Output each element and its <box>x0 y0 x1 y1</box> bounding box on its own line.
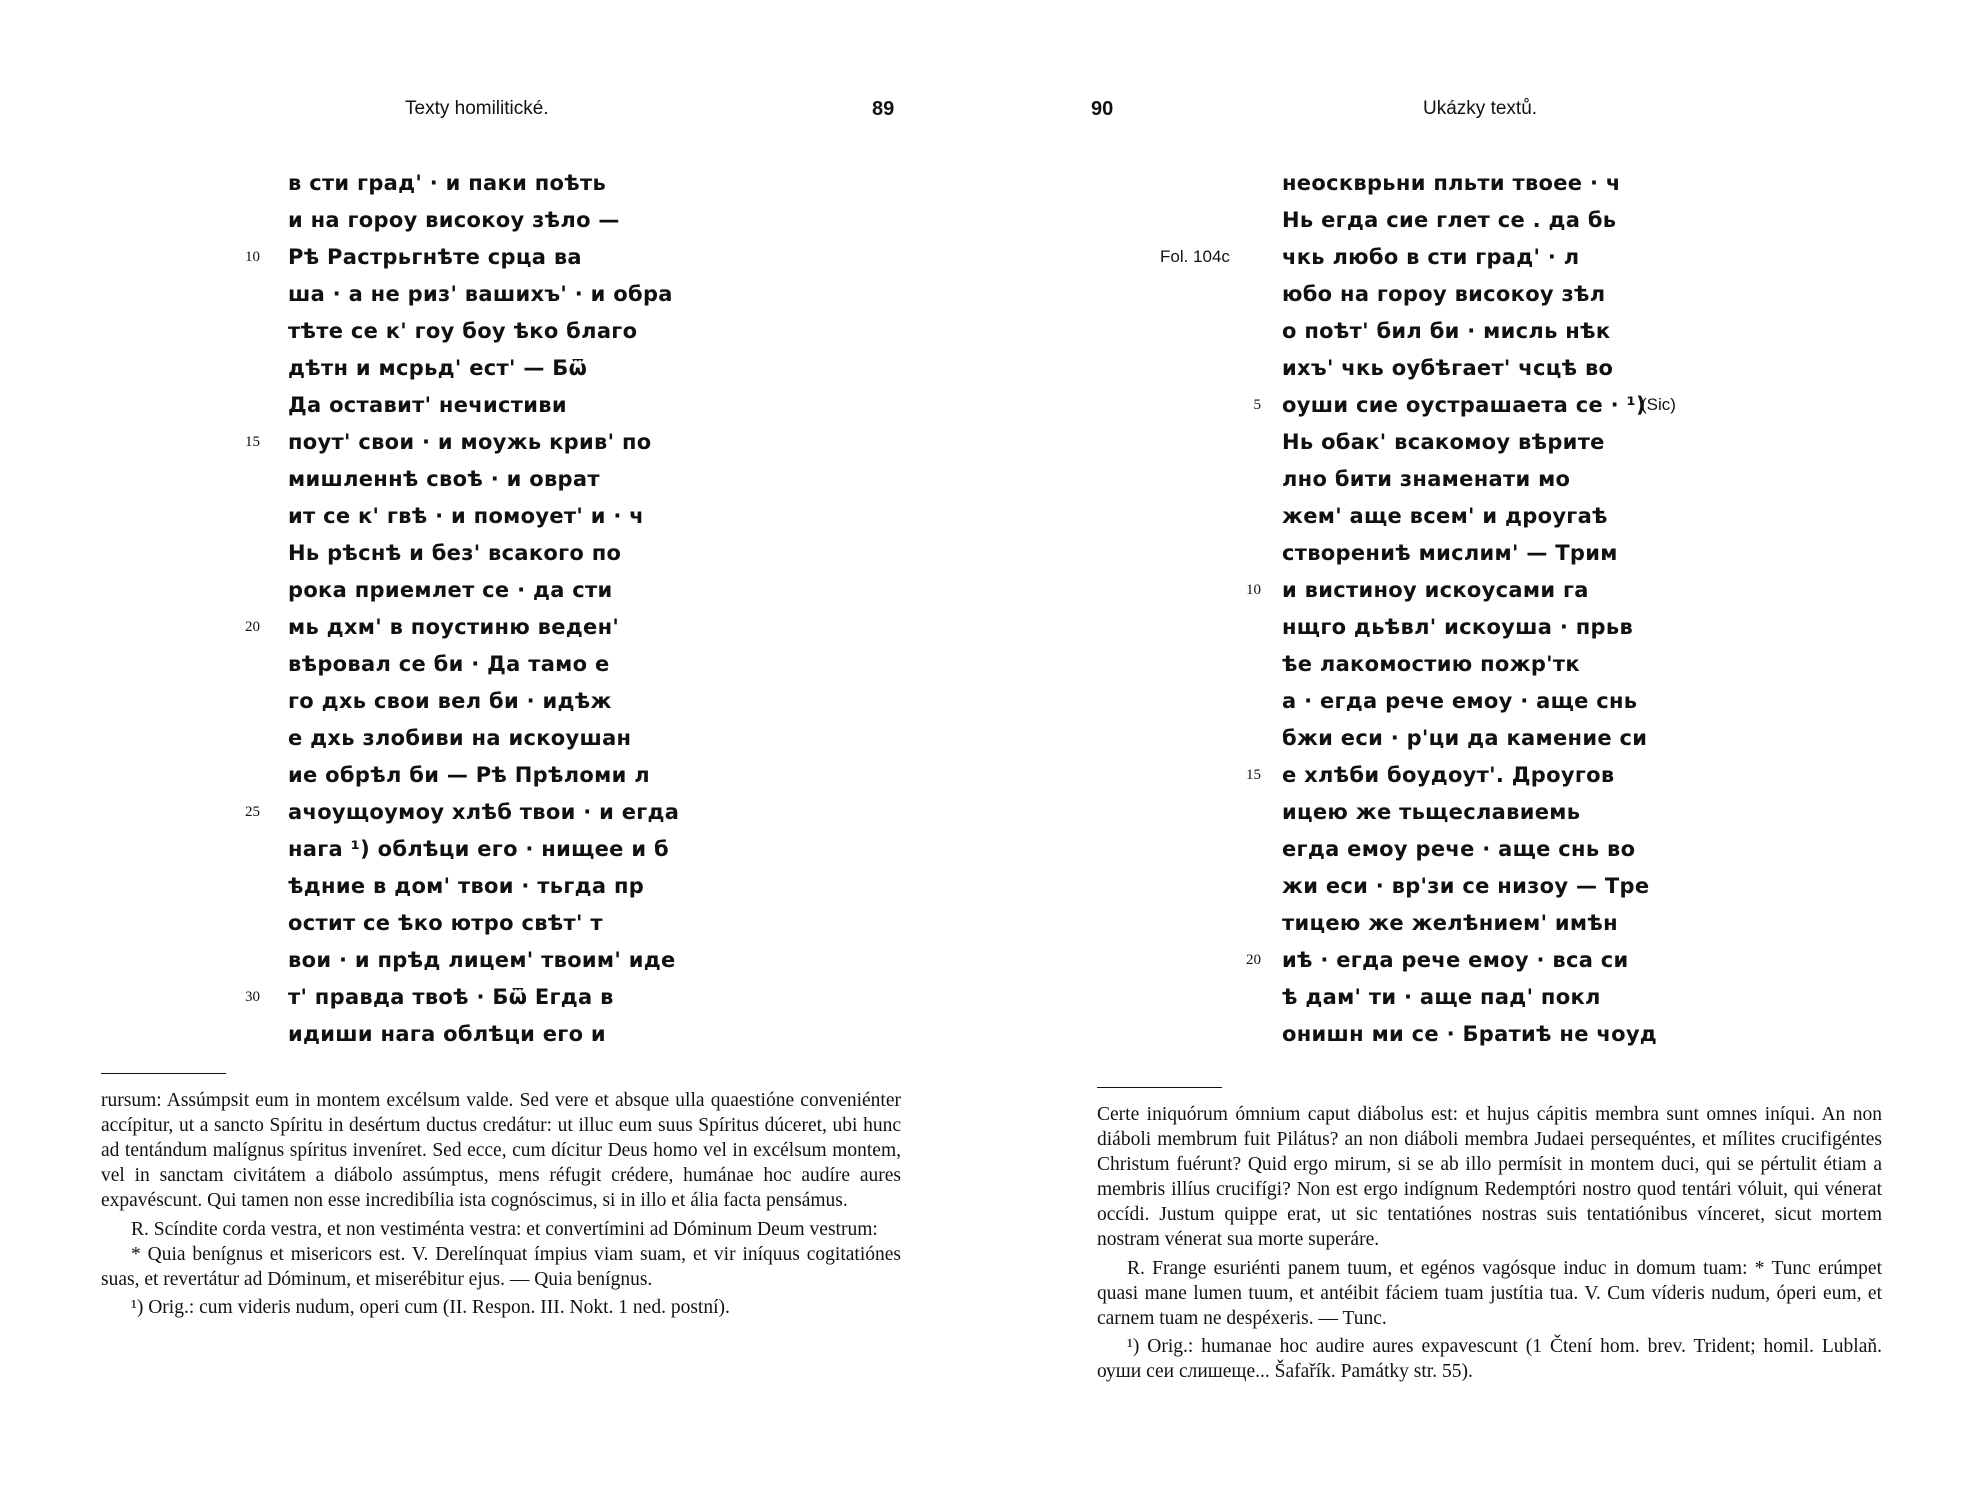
text-line: нщго дьѣвл' искоуша · прьв <box>1282 615 1634 639</box>
text-line: створениѣ мислим' — Трим <box>1282 541 1618 565</box>
text-line: неоскврьни пльти твоее · ч <box>1282 171 1621 195</box>
footnote-rule <box>1097 1087 1222 1088</box>
text-line: поут' свои · и моужь крив' по <box>288 430 652 454</box>
line-number: 5 <box>1253 397 1261 413</box>
responsory: R. Scíndite corda vestra, et non vestiménta vestra: et convertímini ad Dóminum Deum vestrum: <box>131 1219 878 1240</box>
text-line: Нь рѣснѣ и без' всакого по <box>288 541 622 565</box>
text-line: т' правда твоѣ · Бѿ Егда в <box>288 985 614 1009</box>
text-line: иѣ · егда рече емоу · вса си <box>1282 948 1629 972</box>
footnote: ¹) Orig.: cum videris nudum, operi cum (II. Respon. III. Nokt. 1 ned. postní). <box>131 1297 730 1318</box>
sic-note: (Sic) <box>1641 395 1676 414</box>
text-line: тицею же желѣнием' имѣн <box>1282 911 1618 935</box>
line-number: 30 <box>245 989 260 1005</box>
text-line: ие обрѣл би — Рѣ Прѣломи л <box>288 763 650 787</box>
line-number: 10 <box>245 249 260 265</box>
text-line: бжи еси · р'ци да камение си <box>1282 726 1648 750</box>
text-line: дѣтн и мсрьд' ест' — Бѿ <box>288 356 588 380</box>
text-line: а · егда рече емоу · аще снь <box>1282 689 1638 713</box>
text-line: остит се ѣко ютро свѣт' т <box>288 911 603 935</box>
text-line: идиши нага облѣци его и <box>288 1022 606 1046</box>
running-head-title: Texty homilitické. <box>405 98 549 119</box>
latin-commentary <box>1097 1102 1882 1384</box>
versicle: * Quia benígnus et misericors est. V. Derelínquat ímpius viam suam, et vir iníquus cogitatiónes suas, et revertátur ad Dóminum, et miserébitur ejus. — Quia benígnus. <box>101 1244 901 1290</box>
latin-paragraph: rursum: Assúmpsit eum in montem excélsum valde. Sed vere et absque ulla quaestióne conveniénter accípitur, ut a sancto Spíritu in desértum ductus credátur: ut illuc eum suus Spíritus dúceret, ubi hunc ad tentándum malígnus spíritus inveníret. Sed ecce, cum dícitur Deus homo vel in excélsum montem, vel in sanctam civitátem a diábolo assúmptus, mens réfugit crédere, humánae hoc audíre aures expavéscunt. Qui tamen non esse incredibília ista cognóscimus, si in illo et ália facta pensámus. <box>101 1090 901 1211</box>
text-line: мь дхм' в поустиню веден' <box>288 615 620 639</box>
text-line: вои · и прѣд лицем' твоим' иде <box>288 948 676 972</box>
latin-commentary <box>101 1088 901 1320</box>
line-number: 20 <box>1246 952 1261 968</box>
text-line: ачоущоумоу хлѣб твои · и егда <box>288 800 680 824</box>
footnote: ¹) Orig.: humanae hoc audire aures expavescunt (1 Čtení hom. brev. Trident; homil. Lublaň. оуши сеи слишеще... Šafařík. Památky str. 55). <box>1097 1336 1882 1382</box>
line-number: 20 <box>245 619 260 635</box>
text-line: жем' аще всем' и дроугаѣ <box>1282 504 1608 528</box>
line-number: 25 <box>245 804 260 820</box>
text-line: Нь егда сие глет се . да бь <box>1282 208 1617 232</box>
text-line: ит се к' гвѣ · и помоует' и · ч <box>288 504 644 528</box>
old-slavonic-text <box>1282 165 1712 1065</box>
text-line: лно бити знаменати мо <box>1282 467 1571 491</box>
text-line: го дхь свои вел би · идѣж <box>288 689 612 713</box>
text-line: оуши сие оустрашаета се · ¹) <box>1282 393 1646 417</box>
text-line: чкь любо в сти град' · л <box>1282 245 1580 269</box>
text-line: е хлѣби боудоут'. Дроугов <box>1282 763 1615 787</box>
text-line: е дхь злобиви на искоушан <box>288 726 632 750</box>
page-number: 90 <box>1091 98 1114 120</box>
text-line: рока приемлет се · да сти <box>288 578 613 602</box>
folio-note: Fol. 104c <box>1160 247 1230 266</box>
text-line: ша · а не риз' вашихъ' · и обра <box>288 282 673 306</box>
line-number: 15 <box>1246 767 1261 783</box>
text-line: егда емоу рече · аще снь во <box>1282 837 1636 861</box>
page-number: 89 <box>872 98 895 120</box>
text-line: и на гороу високоу зѣло — <box>288 208 620 232</box>
line-number: 15 <box>245 434 260 450</box>
text-line: Да оставит' нечистиви <box>288 393 567 417</box>
text-line: о поѣт' бил би · мисль нѣк <box>1282 319 1611 343</box>
text-line: Рѣ Растрьгнѣте срца ва <box>288 245 582 269</box>
text-line: тѣте се к' гоу боу ѣко благо <box>288 319 638 343</box>
text-line: ѣе лакомостию пожр'тк <box>1282 652 1580 676</box>
latin-paragraph: Certe iniquórum ómnium caput diábolus est: et hujus cápitis membra sunt omnes iníqui. An non diáboli membrum fuit Pilátus? an non diáboli membra Judaei persequéntes, et mílites crucifigéntes Christum fuérunt? Quid ergo mirum, si se ab illo permísit in montem duci, qui se pértulit étiam a membris illíus crucifígi? Non est ergo indígnum Redemptóri nostro quod tentári vóluit, qui vénerat occídi. Justum quippe erat, ut sic tentatiónes nostras suis tentatiónibus vínceret, sicut mortem nostram vénerat sua morte superáre. <box>1097 1104 1882 1250</box>
line-number: 10 <box>1246 582 1261 598</box>
text-line: мишленнѣ своѣ · и оврат <box>288 467 600 491</box>
responsory: R. Frange esuriénti panem tuum, et egénos vagósque induc in domum tuam: * Tunc erúmpet quasi mane lumen tuum, et antéibit fáciem tuam justítia tua. V. Cum víderis nudum, óperi eum, et carnem tuam ne despéxeris. — Tunc. <box>1097 1258 1882 1329</box>
text-line: вѣровал се би · Да тамо е <box>288 652 610 676</box>
running-head-title: Ukázky textů. <box>1423 98 1538 119</box>
old-slavonic-text <box>288 165 718 1065</box>
text-line: ѣдние в дом' твои · тьгда пр <box>288 874 645 898</box>
text-line: ѣ дам' ти · аще пад' покл <box>1282 985 1601 1009</box>
text-line: юбо на гороу високоу зѣл <box>1282 282 1606 306</box>
text-line: Нь обак' всакомоу вѣрите <box>1282 430 1605 454</box>
text-line: нага ¹) облѣци его · нищее и б <box>288 837 669 861</box>
text-line: в сти град' · и паки поѣть <box>288 171 607 195</box>
footnote-rule <box>101 1073 226 1074</box>
text-line: онишн ми се · Братиѣ не чоуд <box>1282 1022 1658 1046</box>
text-line: ихъ' чкь оубѣгает' чсцѣ во <box>1282 356 1614 380</box>
right-page <box>991 0 1982 1500</box>
text-line: и вистиноу искоусами га <box>1282 578 1589 602</box>
text-line: жи еси · вр'зи се низоу — Тре <box>1282 874 1650 898</box>
text-line: ицею же тьщеславиемь <box>1282 800 1581 824</box>
